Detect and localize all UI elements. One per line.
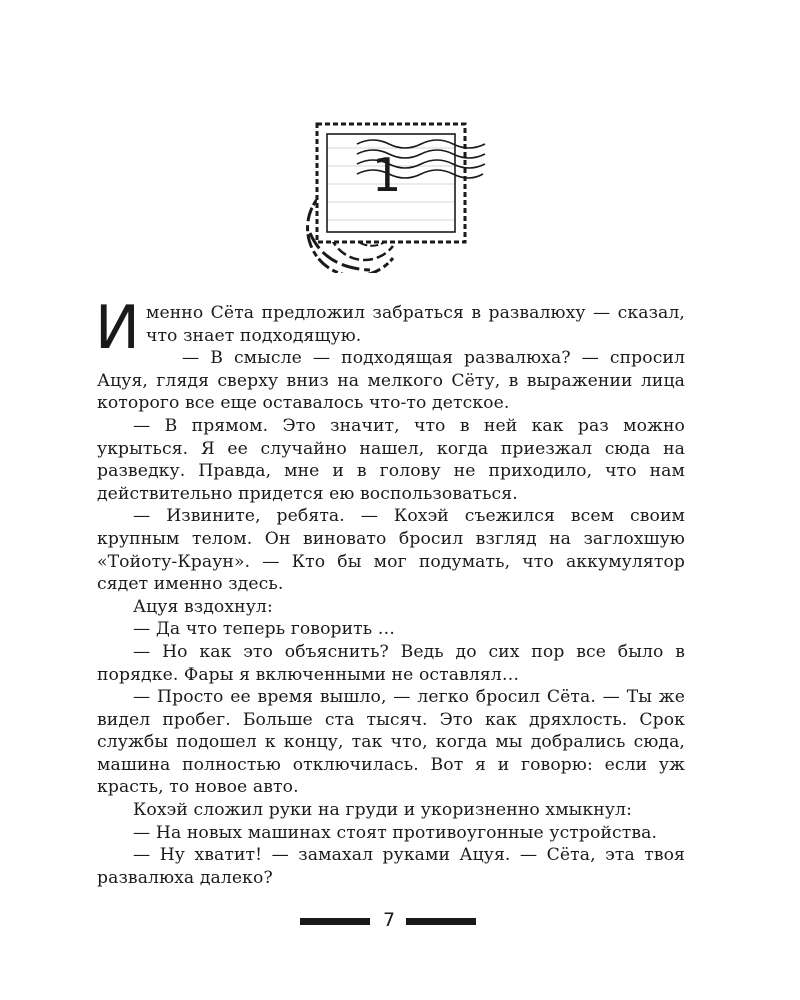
paragraph-5: Ацуя вздохнул: [133,596,273,617]
page-footer [0,905,800,935]
paragraph-4: — Извините, ребята. — Кохэй съежился всем своим крупным телом. Он виновато бросил взгляд на заглохшую «Тойоту-Краун». — Кто бы мог подумать, что аккумулятор сядет именно здесь. [97,506,685,595]
paragraph-8: — Просто ее время вышло, — легко бросил Сёта. — Ты же видел пробег. Больше ста тысяч. Это как дряхлость. Срок службы подошел к концу, так что, когда мы добрались сюда, машина полностью отключилась. Вот я и говорю: если уж красть, то новое авто. [97,687,685,798]
paragraph-2: — В смысле — подходящая развалюха? — спросил Ацуя, глядя сверху вниз на мелкого Сёту, в выражении лица которого все еще оставалось что-то детское. [97,348,685,414]
drop-cap: И [95,293,140,363]
body-text [95,293,685,889]
paragraph-1 [95,293,685,363]
footer-rule-right [406,918,476,925]
paragraph-9: Кохэй сложил руки на груди и укоризненно хмыкнул: [133,800,632,821]
footer-rule-left [300,918,370,925]
chapter-number: 1 [372,148,402,202]
paragraph-text: менно Сёта предложил забраться в развалюху — сказал, что знает подходящую. [145,303,685,346]
paragraph-7: — Но как это объяснить? Ведь до сих пор все было в порядке. Фары я включенными не оставлял… [97,641,685,685]
paragraph-10: — На новых машинах стоят противоугонные устройства. [133,822,658,843]
page-number: 7 [382,909,396,931]
paragraph-3: — В прямом. Это значит, что в ней как раз можно укрыться. Я ее случайно нашел, когда приезжал сюда на разведку. Правда, мне и в голову не приходило, что нам действительно придется ею воспользоваться. [97,415,685,504]
paragraph-6: — Да что теперь говорить … [133,619,396,640]
paragraph-11: — Ну хватит! — замахал руками Ацуя. — Сёта, эта твоя развалюха далеко? [97,845,685,888]
